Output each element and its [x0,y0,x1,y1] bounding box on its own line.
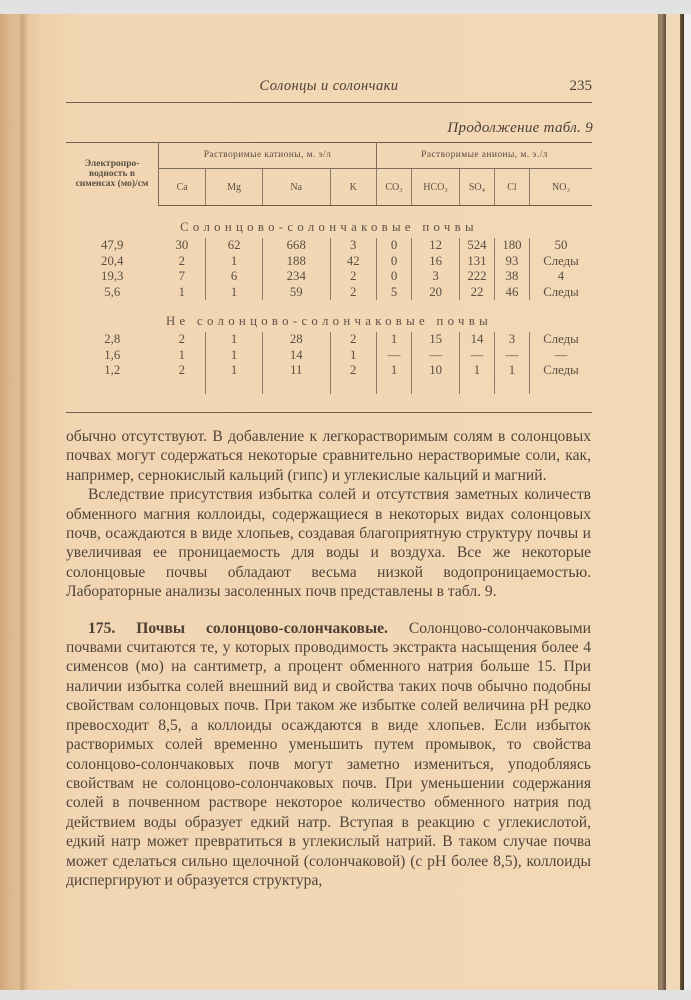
cell-no3: Следы [543,332,579,347]
section-title-saline-sodic: Солонцово-солончаковые почвы [180,220,478,234]
cell-cl: — [494,348,529,364]
cell-na: 668 [262,238,330,254]
header-rule [66,102,592,103]
header-hco3: HCO₃ [412,169,460,206]
cell-conductivity: 20,4 [101,253,124,268]
cell-no3: 4 [557,269,565,284]
cell-co3: 1 [376,332,411,348]
cell-cl: 180 [494,238,529,254]
cell-co3: — [376,348,411,364]
cell-hco3: 16 [412,254,460,270]
section-title-non-saline-sodic: Не солонцово-солончаковые почвы [166,314,492,328]
cell-conductivity: 1,6 [104,347,121,362]
header-no3: NO₃ [529,169,592,206]
cell-ca: 2 [159,254,206,270]
cell-co3: 5 [376,285,411,301]
cell-hco3: — [412,348,460,364]
section-heading: Почвы солонцово-солончаковые. [136,619,388,637]
cell-no3: Следы [543,284,579,299]
cell-mg: 6 [206,269,263,285]
soil-analysis-table [66,142,592,394]
table-caption: Продолжение табл. 9 [447,120,593,136]
cell-ca: 7 [159,269,206,285]
page-edge-strip [666,14,680,990]
running-title: Солонцы и солончаки [259,78,399,94]
header-co3: CO₃ [376,169,411,206]
cell-na: 234 [262,269,330,285]
cell-na: 59 [262,285,330,301]
cell-no3: — [554,347,568,362]
cell-so4: 1 [460,363,495,379]
cell-k: 2 [330,285,376,301]
cell-no3: 50 [554,238,568,253]
cell-mg: 62 [206,238,263,254]
cell-so4: 131 [460,254,495,270]
cell-ca: 1 [159,348,206,364]
cell-so4: 22 [460,285,495,301]
cell-conductivity: 2,8 [104,332,121,347]
cell-ca: 30 [159,238,206,254]
cell-hco3: 10 [412,363,460,379]
cell-cl: 46 [494,285,529,301]
table-row [66,363,592,379]
cell-hco3: 3 [412,269,460,285]
cell-cl: 1 [494,363,529,379]
header-cations-group: Растворимые катионы, м. э/л [159,142,377,169]
paragraph: Вследствие присутствия избытка солей и отсутствия заметных количеств обменного магния коллоиды, содержащиеся в некоторых видах солонцовых почв, осаждаются в виде хлопьев, создавая благоприятную структуру почвы и увеличивая ее проницаемость для воды и воздуха. Все же некоторые солонцовые почвы обладают весьма низкой водопроницаемостью. Лабораторные анализы засоленных почв представлены в табл. 9. [66,486,591,601]
cell-k: 2 [330,363,376,379]
table-row [66,269,592,285]
cell-na: 11 [262,363,330,379]
cell-co3: 1 [376,363,411,379]
table-row [66,285,592,301]
cell-co3: 0 [376,254,411,270]
cell-ca: 2 [159,363,206,379]
page-number: 235 [569,78,592,94]
cell-co3: 0 [376,238,411,254]
cell-k: 2 [330,332,376,348]
cell-co3: 0 [376,269,411,285]
gutter-shadow [18,14,28,990]
header-cl: Cl [494,169,529,206]
page-edge-shadow [658,14,666,990]
cell-no3: Следы [543,253,579,268]
table-row [66,348,592,364]
cell-cl: 3 [494,332,529,348]
cell-no3: Следы [543,363,579,378]
cell-k: 1 [330,348,376,364]
cell-conductivity: 19,3 [101,269,124,284]
cell-cl: 93 [494,254,529,270]
running-head [66,78,592,100]
cell-k: 3 [330,238,376,254]
header-so4: SO₄ [460,169,495,206]
cell-mg: 1 [206,348,263,364]
cell-conductivity: 47,9 [101,238,124,253]
body-text [66,427,591,890]
cell-mg: 1 [206,254,263,270]
header-k: K [330,169,376,206]
cell-cl: 38 [494,269,529,285]
cell-na: 188 [262,254,330,270]
table-row [66,254,592,270]
cell-ca: 2 [159,332,206,348]
header-anions-group: Растворимые анионы, м. э./л [376,142,592,169]
cell-mg: 1 [206,363,263,379]
cell-conductivity: 1,2 [104,363,121,378]
cell-hco3: 15 [412,332,460,348]
cell-ca: 1 [159,285,206,301]
cell-conductivity: 5,6 [104,284,121,299]
scan-border [684,14,691,990]
cell-na: 28 [262,332,330,348]
header-conductivity: Электропро-водность в сименсах (мо)/см [66,142,159,206]
cell-so4: 222 [460,269,495,285]
cell-k: 2 [330,269,376,285]
section-paragraph [66,619,591,891]
cell-so4: 14 [460,332,495,348]
section-number: 175. [88,619,116,637]
cell-mg: 1 [206,332,263,348]
cell-na: 14 [262,348,330,364]
table-row [66,332,592,348]
paragraph-text: Солонцово-солончаковыми почвами считаются те, у которых проводимость экстракта насыщения более 4 сименсов (мо) на сантиметр, а процент обменного натрия больше 15. При наличии избытка солей внешний вид и свойства таких почв обычно подобны свойствам солонцовых почв. При таком же избытке солей величина pH редко превосходит 8,5, а коллоиды осаждаются в виде хлопьев. Если избыток растворимых солей временно уменьшить путем промывок, то свойства солонцово-солончаковых почв могут заметно измениться, уподобляясь свойствам не солонцово-солончаковых почв. При уменьшении содержания солей в почвенном растворе некоторое количество обменного натрия под действием воды образует едкий натр. Вступая в реакцию с углекислотой, едкий натр может превратиться в углекислый натрий. В таком случае почва может сделаться сильно щелочной (солончаковой) (с pH более 8,5), коллоиды диспергируют и образуется структура, [66,619,591,889]
header-na: Na [262,169,330,206]
cell-k: 42 [330,254,376,270]
table-bottom-rule [66,412,592,413]
header-ca: Ca [159,169,206,206]
cell-so4: 524 [460,238,495,254]
cell-so4: — [460,348,495,364]
cell-mg: 1 [206,285,263,301]
cell-hco3: 12 [412,238,460,254]
header-mg: Mg [206,169,263,206]
table-row [66,238,592,254]
cell-hco3: 20 [412,285,460,301]
paragraph: обычно отсутствуют. В добавление к легкорастворимым солям в солонцовых почвах могут содержаться некоторые сравнительно нерастворимые соли, как, например, сернокислый кальций (гипс) и углекислые кальций и магний. [66,428,591,484]
